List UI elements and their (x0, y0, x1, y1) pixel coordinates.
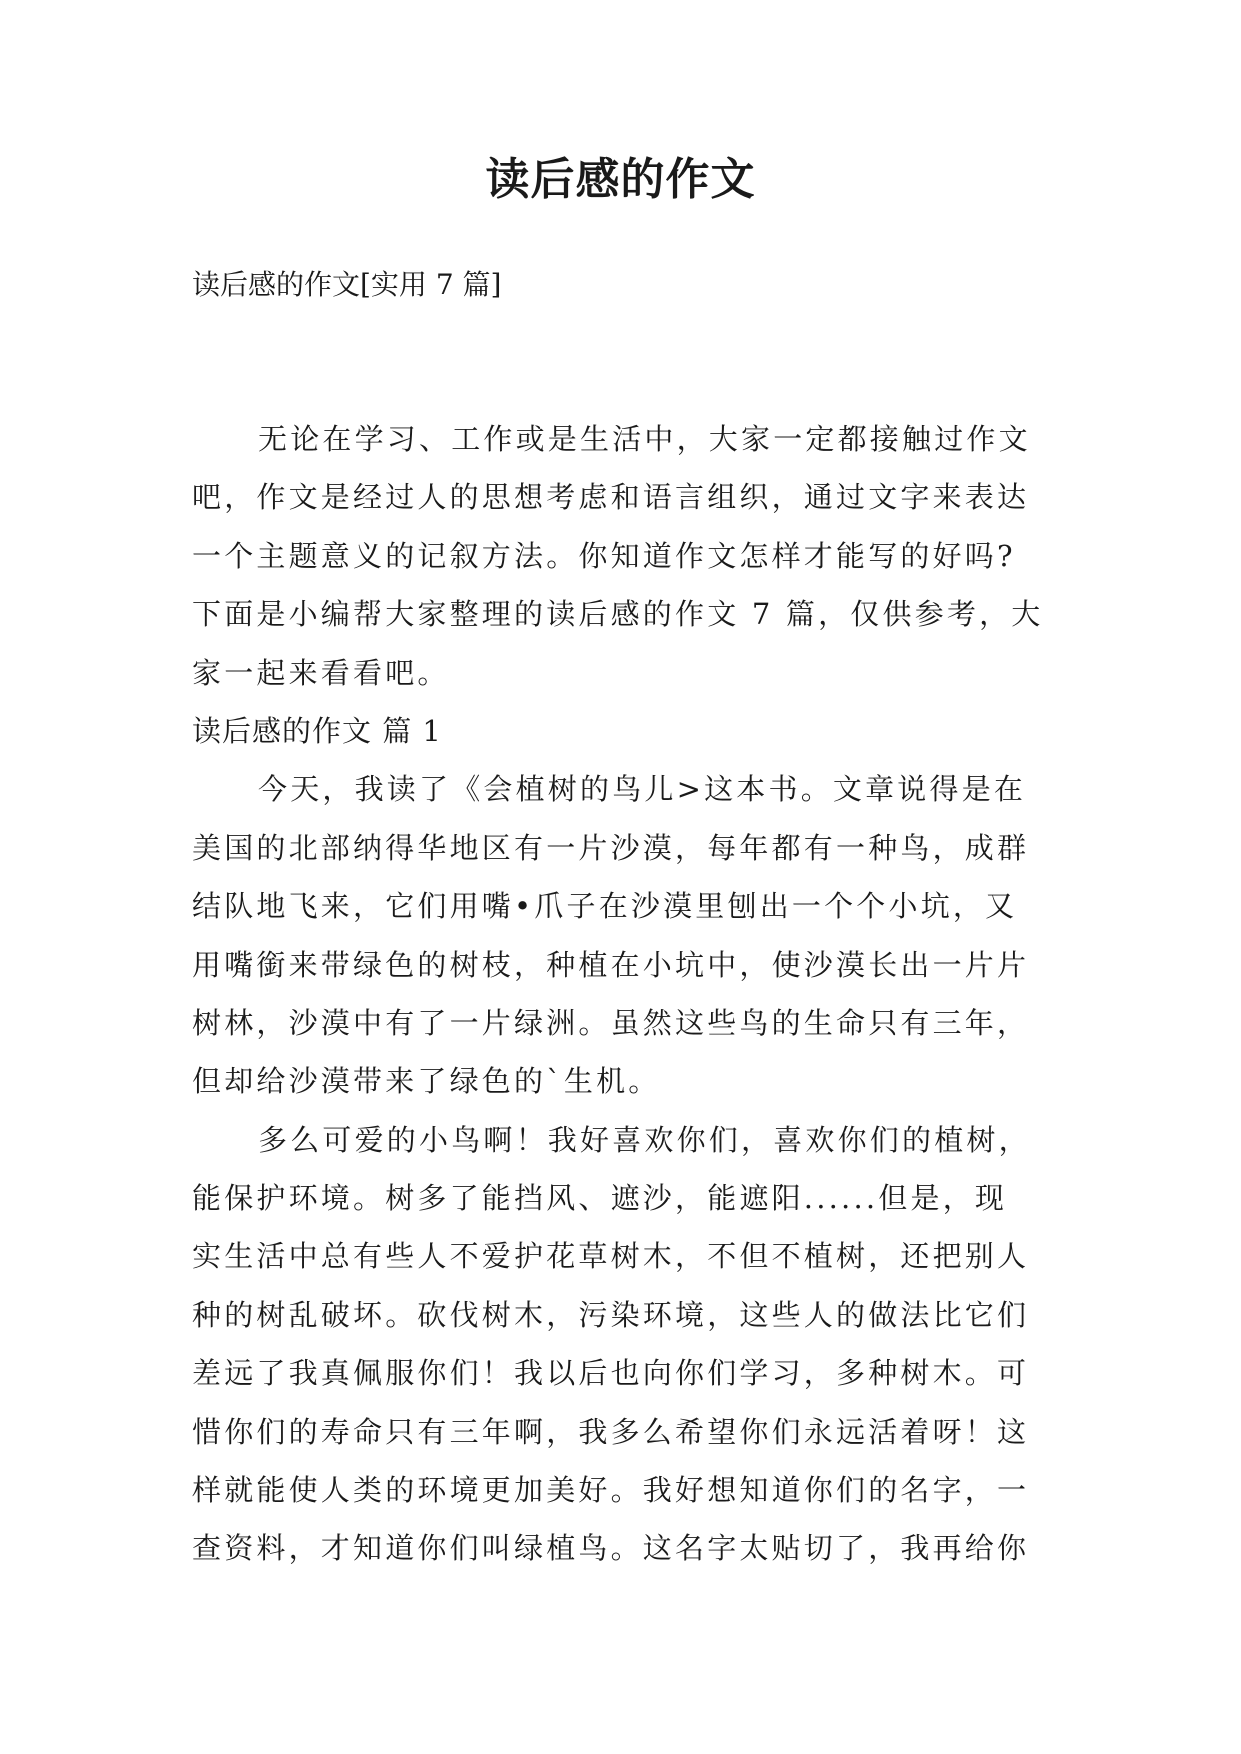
text-line: 但却给沙漠带来了绿色的`生机。 (192, 1064, 661, 1099)
text-line: 家一起来看看吧。 (192, 655, 450, 690)
text-line: 今天，我读了《会植树的鸟儿>这本书。文章说得是在 (258, 772, 1027, 807)
text-line: 种的树乱破坏。砍伐树木，污染环境，这些人的做法比它们 (192, 1297, 1030, 1332)
text-line: 惜你们的寿命只有三年啊，我多么希望你们永远活着呀！这 (192, 1414, 1030, 1449)
text-line: 用嘴銜来带绿色的树枝，种植在小坑中，使沙漠长出一片片 (192, 947, 1030, 982)
text-line: 实生活中总有些人不爱护花草树木，不但不植树，还把别人 (192, 1239, 1030, 1274)
text-line: 无论在学习、工作或是生活中，大家一定都接触过作文 (258, 422, 1031, 456)
text-line: 差远了我真佩服你们！我以后也向你们学习，多种树木。可 (192, 1356, 1030, 1391)
text-line: 树林，沙漠中有了一片绿洲。虽然这些鸟的生命只有三年， (192, 1005, 1030, 1040)
text-line: 结队地飞来，它们用嘴•爪子在沙漠里刨出一个个小坑，又 (192, 889, 1018, 924)
document-subtitle: 读后感的作文[实用 7 篇] (192, 268, 502, 301)
text-line: 能保护环境。树多了能挡风、遮沙，能遮阳......但是，现 (192, 1181, 1008, 1216)
section-heading: 读后感的作文 篇 1 (192, 713, 442, 748)
document-title: 读后感的作文 (485, 154, 756, 205)
document-body (192, 410, 1067, 1578)
text-line: 下面是小编帮大家整理的读后感的作文 7 篇，仅供参考，大 (192, 597, 1044, 632)
text-line: 吧，作文是经过人的思想考虑和语言组织，通过文字来表达 (192, 480, 1030, 515)
text-line: 多么可爱的小鸟啊！我好喜欢你们，喜欢你们的植树， (258, 1122, 1031, 1157)
text-line: 美国的北部纳得华地区有一片沙漠，每年都有一种鸟，成群 (192, 830, 1030, 865)
text-line: 样就能使人类的环境更加美好。我好想知道你们的名字，一 (192, 1473, 1030, 1508)
text-line: 一个主题意义的记叙方法。你知道作文怎样才能写的好吗? (192, 538, 1016, 573)
text-line: 查资料，才知道你们叫绿植鸟。这名字太贴切了，我再给你 (192, 1531, 1030, 1566)
